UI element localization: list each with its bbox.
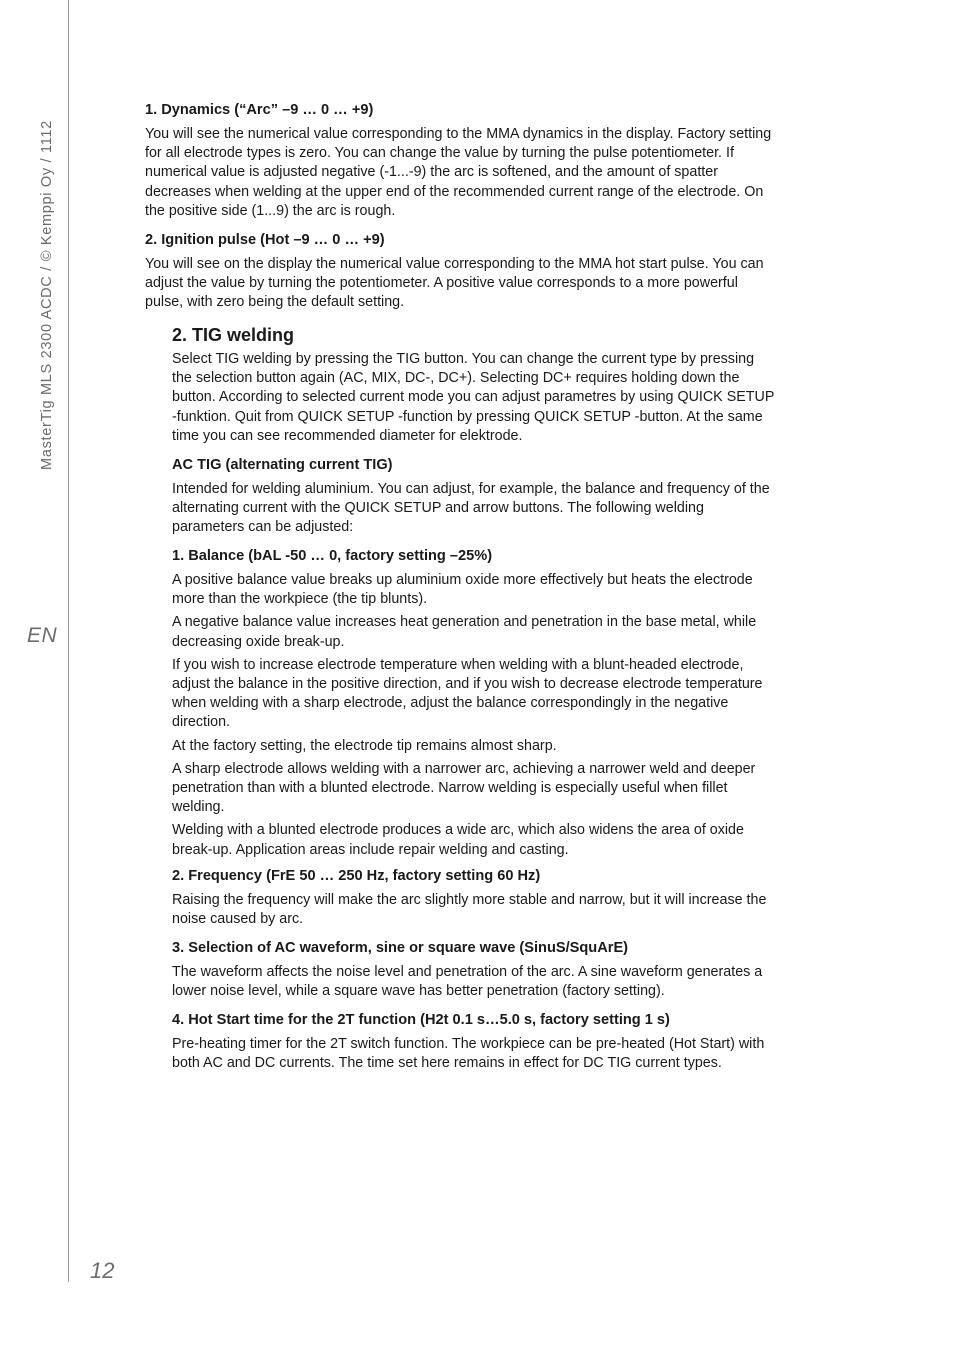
hotstart-heading: 4. Hot Start time for the 2T function (H2t 0.1 s…5.0 s, factory setting 1 s) (172, 1012, 670, 1028)
ac-tig-body: Intended for welding aluminium. You can adjust, for example, the balance and frequency of the alternating current with the QUICK SETUP and arrow buttons. The following welding parameters can be adjusted: (172, 481, 770, 536)
section-tig (172, 324, 776, 450)
balance-p4: At the factory setting, the electrode tip remains almost sharp. (172, 737, 557, 754)
dynamics-heading: 1. Dynamics (“Arc” –9 … 0 … +9) (145, 102, 374, 118)
frequency-heading: 2. Frequency (FrE 50 … 250 Hz, factory setting 60 Hz) (172, 868, 541, 884)
language-marker: EN (27, 624, 58, 647)
section-ignition (145, 231, 775, 317)
section-dynamics (145, 101, 775, 225)
balance-p3: If you wish to increase electrode temperature when welding with a blunt-headed electrode, adjust the balance in the positive direction, and if you wish to decrease electrode temperature when welding with a sharp electrode, adjust the balance correspondingly in the negative direction. (172, 656, 763, 731)
ignition-heading: 2. Ignition pulse (Hot –9 … 0 … +9) (145, 232, 385, 248)
ignition-body: You will see on the display the numerical value corresponding to the MMA hot start pulse. You can adjust the value by turning the potentiometer. A positive value corresponds to a more powerful pulse, with zero being the default setting. (145, 256, 764, 311)
section-waveform (172, 939, 782, 1005)
dynamics-body: You will see the numerical value corresponding to the MMA dynamics in the display. Factory setting for all electrode types is zero. You can change the value by turning the pulse potentiometer. If numerical value is adjusted negative (-1...-9) the arc is softened, and the amount of spatter decreases when welding at the upper end of the recommended current range of the electrode. On the positive side (1...9) the arc is rough. (145, 126, 772, 219)
balance-p6: Welding with a blunted electrode produces a wide arc, which also widens the area of oxide break-up. Application areas include repair welding and casting. (172, 822, 744, 858)
frequency-body: Raising the frequency will make the arc slightly more stable and narrow, but it will increase the noise caused by arc. (172, 892, 767, 928)
balance-p5: A sharp electrode allows welding with a narrower arc, achieving a narrower weld and deeper penetration than with a blunted electrode. Narrow welding is especially useful when fillet welding. (172, 760, 756, 816)
section-ac-tig (172, 456, 776, 542)
waveform-body: The waveform affects the noise level and penetration of the arc. A sine waveform generates a lower noise level, while a square wave has better penetration (factory setting). (172, 964, 763, 1000)
section-balance (172, 547, 776, 864)
waveform-heading: 3. Selection of AC waveform, sine or square wave (SinuS/SquArE) (172, 940, 629, 956)
balance-p1: A positive balance value breaks up aluminium oxide more effectively but heats the electrode more than the workpiece (the tip blunts). (172, 572, 753, 608)
hotstart-body: Pre-heating timer for the 2T switch function. The workpiece can be pre-heated (Hot Start) with both AC and DC currents. The time set here remains in effect for DC TIG current types. (172, 1036, 765, 1072)
balance-p2: A negative balance value increases heat generation and penetration in the base metal, while decreasing oxide break-up. (172, 614, 757, 650)
tig-heading: 2. TIG welding (172, 325, 295, 345)
section-hotstart (172, 1011, 782, 1077)
balance-heading: 1. Balance (bAL -50 … 0, factory setting –25%) (172, 548, 493, 564)
tig-intro: Select TIG welding by pressing the TIG button. You can change the current type by pressing the selection button again (AC, MIX, DC-, DC+). Selecting DC+ requires holding down the button. According to selected current mode you can adjust parametres by using QUICK SETUP -funktion. Quit from QUICK SETUP -function by pressing QUICK SETUP -button. At the same time you can see recommended diameter for elektrode. (172, 351, 775, 444)
ac-tig-heading: AC TIG (alternating current TIG) (172, 457, 393, 473)
document-footer-vertical: MasterTig MLS 2300 ACDC / © Kemppi Oy / 1112 (39, 120, 55, 470)
section-frequency (172, 867, 776, 933)
margin-rule (68, 0, 69, 1282)
page-number: 12 (90, 1258, 115, 1283)
